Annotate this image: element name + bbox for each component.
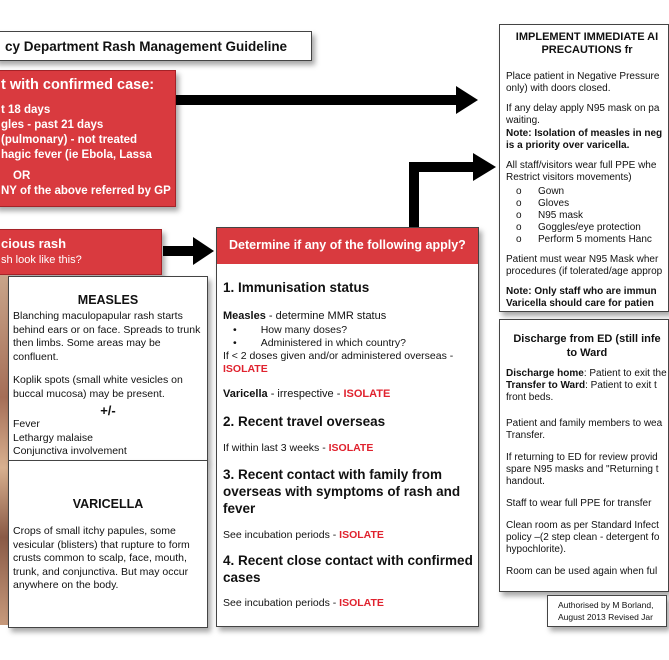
- returning-text: [506, 452, 668, 488]
- contact-line: NY of the above referred by GP: [1, 185, 171, 197]
- ppe-item: o N95 mask: [516, 210, 668, 222]
- recent-travel-heading: 2. Recent travel overseas: [223, 414, 386, 429]
- arrow-elbow-icon: [400, 148, 498, 228]
- contact-line: gles - past 21 days: [1, 119, 104, 131]
- family-mask-text: [506, 418, 668, 442]
- bullet-item: • How many doses?: [233, 324, 348, 336]
- plus-minus: +/-: [100, 403, 116, 418]
- ppe-item: o Goggles/eye protection: [516, 222, 668, 234]
- measles-mmr-text: - determine MMR status: [265, 310, 387, 322]
- text-line: Patient and family members to wea: [506, 418, 663, 429]
- isolate-label: ISOLATE: [339, 597, 384, 609]
- bullet-item: • Administered in which country?: [233, 337, 407, 349]
- text-line: If any delay apply N95 mask on pa: [506, 103, 660, 114]
- immune-staff-note: [506, 286, 668, 310]
- arrow-right-icon: [163, 237, 215, 265]
- text-line: Restrict visitors movements): [506, 172, 632, 183]
- family-contact-line: [223, 529, 384, 542]
- author-line: Authorised by M Borland,: [558, 600, 654, 610]
- doses-text: If < 2 doses given and/or administered overseas -: [223, 350, 454, 362]
- symptom: Lethargy malaise: [13, 431, 93, 444]
- koplik-spots-text: Koplik spots (small white vesicles on buccal mucosa) may be present.: [13, 374, 183, 400]
- rash-heading: cious rash: [1, 236, 67, 251]
- text-line: is a priority over varicella.: [506, 140, 630, 151]
- measles-description: Blanching maculopapular rash starts behind ears or on face. Spreads to trunk then limbs. Some areas may be confluent.: [13, 310, 201, 363]
- measles-box: [8, 276, 208, 461]
- text-line: Note: Isolation of measles in neg: [506, 128, 663, 139]
- incubation-text: See incubation periods -: [223, 597, 340, 609]
- text-line: Note: Only staff who are immun: [506, 286, 657, 297]
- measles-mmr-line: [223, 310, 386, 323]
- text-line: All staff/visitors wear full PPE whe: [506, 160, 657, 171]
- text-line: handout.: [506, 476, 545, 487]
- contact-line: hagic fever (ie Ebola, Lassa: [1, 149, 152, 161]
- isolate-label: ISOLATE: [339, 529, 384, 541]
- suspicious-rash-box: [0, 229, 162, 275]
- text-line: policy –(2 step clean - detergent fo: [506, 532, 660, 543]
- revision-line: August 2013 Revised Jar: [558, 612, 653, 622]
- text-line: Place patient in Negative Pressure: [506, 71, 660, 82]
- close-contact-heading: 4. Recent close contact with confirmed cases: [223, 553, 473, 585]
- text-line: waiting.: [506, 115, 540, 126]
- measles-label: Measles: [223, 310, 266, 322]
- text-line: front beds.: [506, 392, 554, 403]
- n95-delay-text: [506, 103, 668, 127]
- text-line: to Ward: [566, 347, 608, 359]
- symptom: Conjunctiva involvement: [13, 445, 127, 457]
- clean-room-text: [506, 520, 668, 556]
- text-line: Patient must wear N95 Mask wher: [506, 254, 659, 265]
- authorisation-box: [547, 595, 667, 627]
- arrow-right-icon: [176, 84, 481, 116]
- discharge-box: [499, 319, 669, 592]
- patient-mask-text: [506, 254, 668, 278]
- measles-priority-note: [506, 128, 668, 152]
- contact-line: t 18 days: [1, 104, 51, 116]
- text-line: : Patient to exit t: [585, 380, 657, 391]
- varicella-line: [223, 388, 390, 401]
- discharge-home-label: Discharge home: [506, 368, 584, 379]
- staff-ppe-text: Staff to wear full PPE for transfer: [506, 498, 652, 509]
- text-line: spare N95 masks and "Returning t: [506, 464, 659, 475]
- room-reuse-text: Room can be used again when ful: [506, 566, 658, 577]
- text-line: procedures (if tolerated/age approp: [506, 266, 663, 277]
- bullet-text: How many doses?: [260, 324, 348, 336]
- contact-or: OR: [13, 170, 31, 182]
- determine-heading: Determine if any of the following apply?: [217, 228, 478, 264]
- negative-pressure-text: [506, 71, 668, 95]
- text-line: Varicella should care for patien: [506, 298, 654, 309]
- airborne-precautions-box: [499, 24, 669, 312]
- airborne-heading-line1: IMPLEMENT IMMEDIATE AI: [515, 31, 659, 43]
- ppe-text: [506, 160, 668, 184]
- isolate-label: ISOLATE: [343, 388, 391, 400]
- page-title: cy Department Rash Management Guideline: [5, 39, 288, 54]
- family-contact-heading: 3. Recent contact with family from overseas with symptoms of rash and fever: [223, 467, 461, 516]
- discharge-options: [506, 368, 668, 404]
- text-line: : Patient to exit the: [583, 368, 667, 379]
- text-line: hypochlorite).: [506, 544, 567, 555]
- isolate-label: ISOLATE: [328, 442, 374, 454]
- symptom: Fever: [13, 418, 40, 430]
- incubation-text: See incubation periods -: [223, 529, 340, 541]
- confirmed-case-contact-box: [0, 70, 176, 207]
- text-line: If returning to ED for review provid: [506, 452, 658, 463]
- discharge-heading: [506, 332, 668, 360]
- airborne-heading-line2: PRECAUTIONS fr: [541, 44, 633, 56]
- determine-criteria-box: [216, 227, 479, 627]
- contact-line: (pulmonary) - not treated: [1, 134, 138, 146]
- ppe-item: o Gloves: [516, 198, 668, 210]
- text-line: Discharge from ED (still infe: [513, 333, 661, 345]
- varicella-box: [8, 460, 208, 628]
- rash-subheading: sh look like this?: [1, 254, 82, 266]
- text-line: only) with doors closed.: [506, 83, 611, 94]
- guideline-title-box: [0, 31, 312, 61]
- isolate-label: ISOLATE: [223, 363, 268, 375]
- ppe-list: [506, 186, 668, 246]
- travel-text: If within last 3 weeks -: [223, 442, 329, 454]
- bullet-text: Administered in which country?: [260, 337, 407, 349]
- close-contact-line: [223, 597, 384, 610]
- ppe-item: o Gown: [516, 186, 668, 198]
- text-line: Clean room as per Standard Infect: [506, 520, 659, 531]
- contact-heading: t with confirmed case:: [1, 77, 155, 93]
- ppe-item: o Perform 5 moments Hanc: [516, 234, 668, 246]
- varicella-title: VARICELLA: [72, 497, 144, 511]
- immunisation-status-heading: 1. Immunisation status: [223, 280, 370, 295]
- transfer-ward-label: Transfer to Ward: [506, 380, 586, 391]
- travel-line: [223, 442, 373, 455]
- varicella-label: Varicella: [223, 388, 268, 400]
- varicella-text: - irrespective -: [267, 388, 344, 400]
- text-line: Transfer.: [506, 430, 546, 441]
- measles-title: MEASLES: [77, 293, 139, 307]
- varicella-description: Crops of small itchy papules, some vesicular (blisters) that rupture to form crusts common to scalp, face, mouth, trunk, and conjunctiva. But may occur anywhere on the body.: [13, 525, 190, 591]
